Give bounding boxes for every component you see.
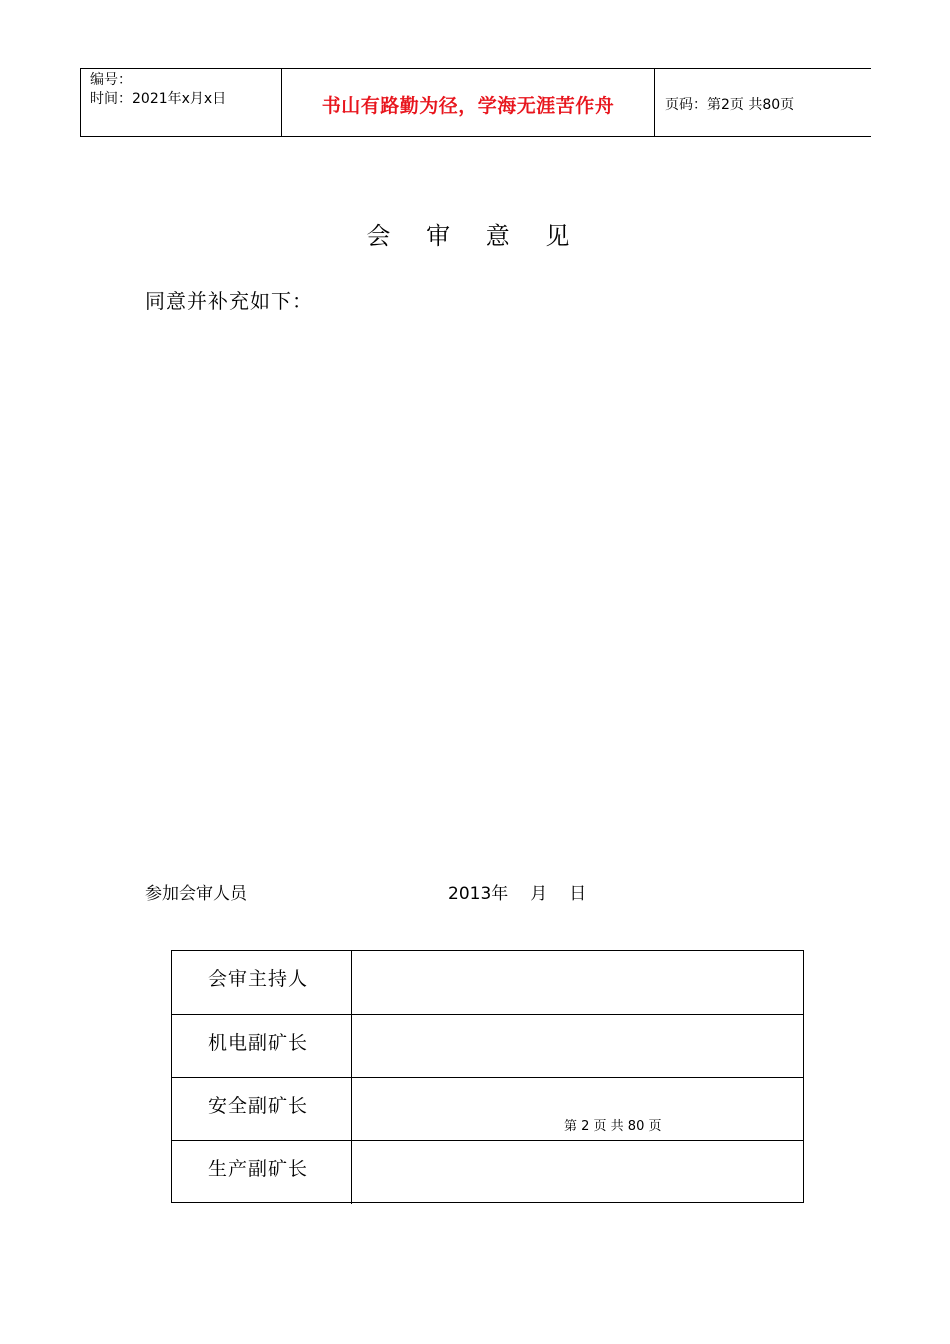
role-cell: [172, 1078, 352, 1141]
role-label-host: 会审主持人: [208, 968, 309, 990]
table-row: [172, 1077, 803, 1141]
role-label-electromechanical: 机电副矿长: [208, 1032, 309, 1054]
table-row: [172, 951, 803, 1014]
header-page-code: 页码：第2页 共80页: [665, 97, 795, 113]
date-day: 日: [569, 884, 587, 904]
header-motto: 书山有路勤为径，学海无涯苦作舟: [321, 95, 615, 117]
date-year: 2013年: [448, 884, 509, 904]
header-meta-cell: [81, 69, 282, 136]
date-month: 月: [530, 884, 548, 904]
table-row: [172, 1140, 803, 1204]
document-time-label: 时间：2021年x月x日: [90, 91, 227, 107]
signature-cell[interactable]: [353, 1015, 803, 1078]
document-number-label: 编号：: [90, 72, 132, 88]
role-label-safety: 安全副矿长: [208, 1095, 309, 1117]
attendees-label: 参加会审人员: [145, 884, 247, 904]
page-title: 会 审 意 见: [366, 222, 584, 250]
document-header: [80, 68, 871, 137]
signature-cell[interactable]: [353, 951, 803, 1014]
header-motto-cell: [282, 69, 655, 136]
agree-statement: 同意并补充如下：: [145, 289, 313, 313]
role-cell: [172, 1015, 352, 1078]
role-label-production: 生产副矿长: [208, 1158, 309, 1180]
signature-cell[interactable]: [353, 1141, 803, 1204]
footer-page-number: 第 2 页 共 80 页: [564, 1119, 662, 1134]
signature-table: [171, 950, 804, 1203]
role-cell: [172, 1141, 352, 1204]
table-row: [172, 1014, 803, 1078]
header-page-cell: [655, 69, 871, 136]
review-date: [448, 879, 586, 904]
role-cell: [172, 951, 352, 1014]
